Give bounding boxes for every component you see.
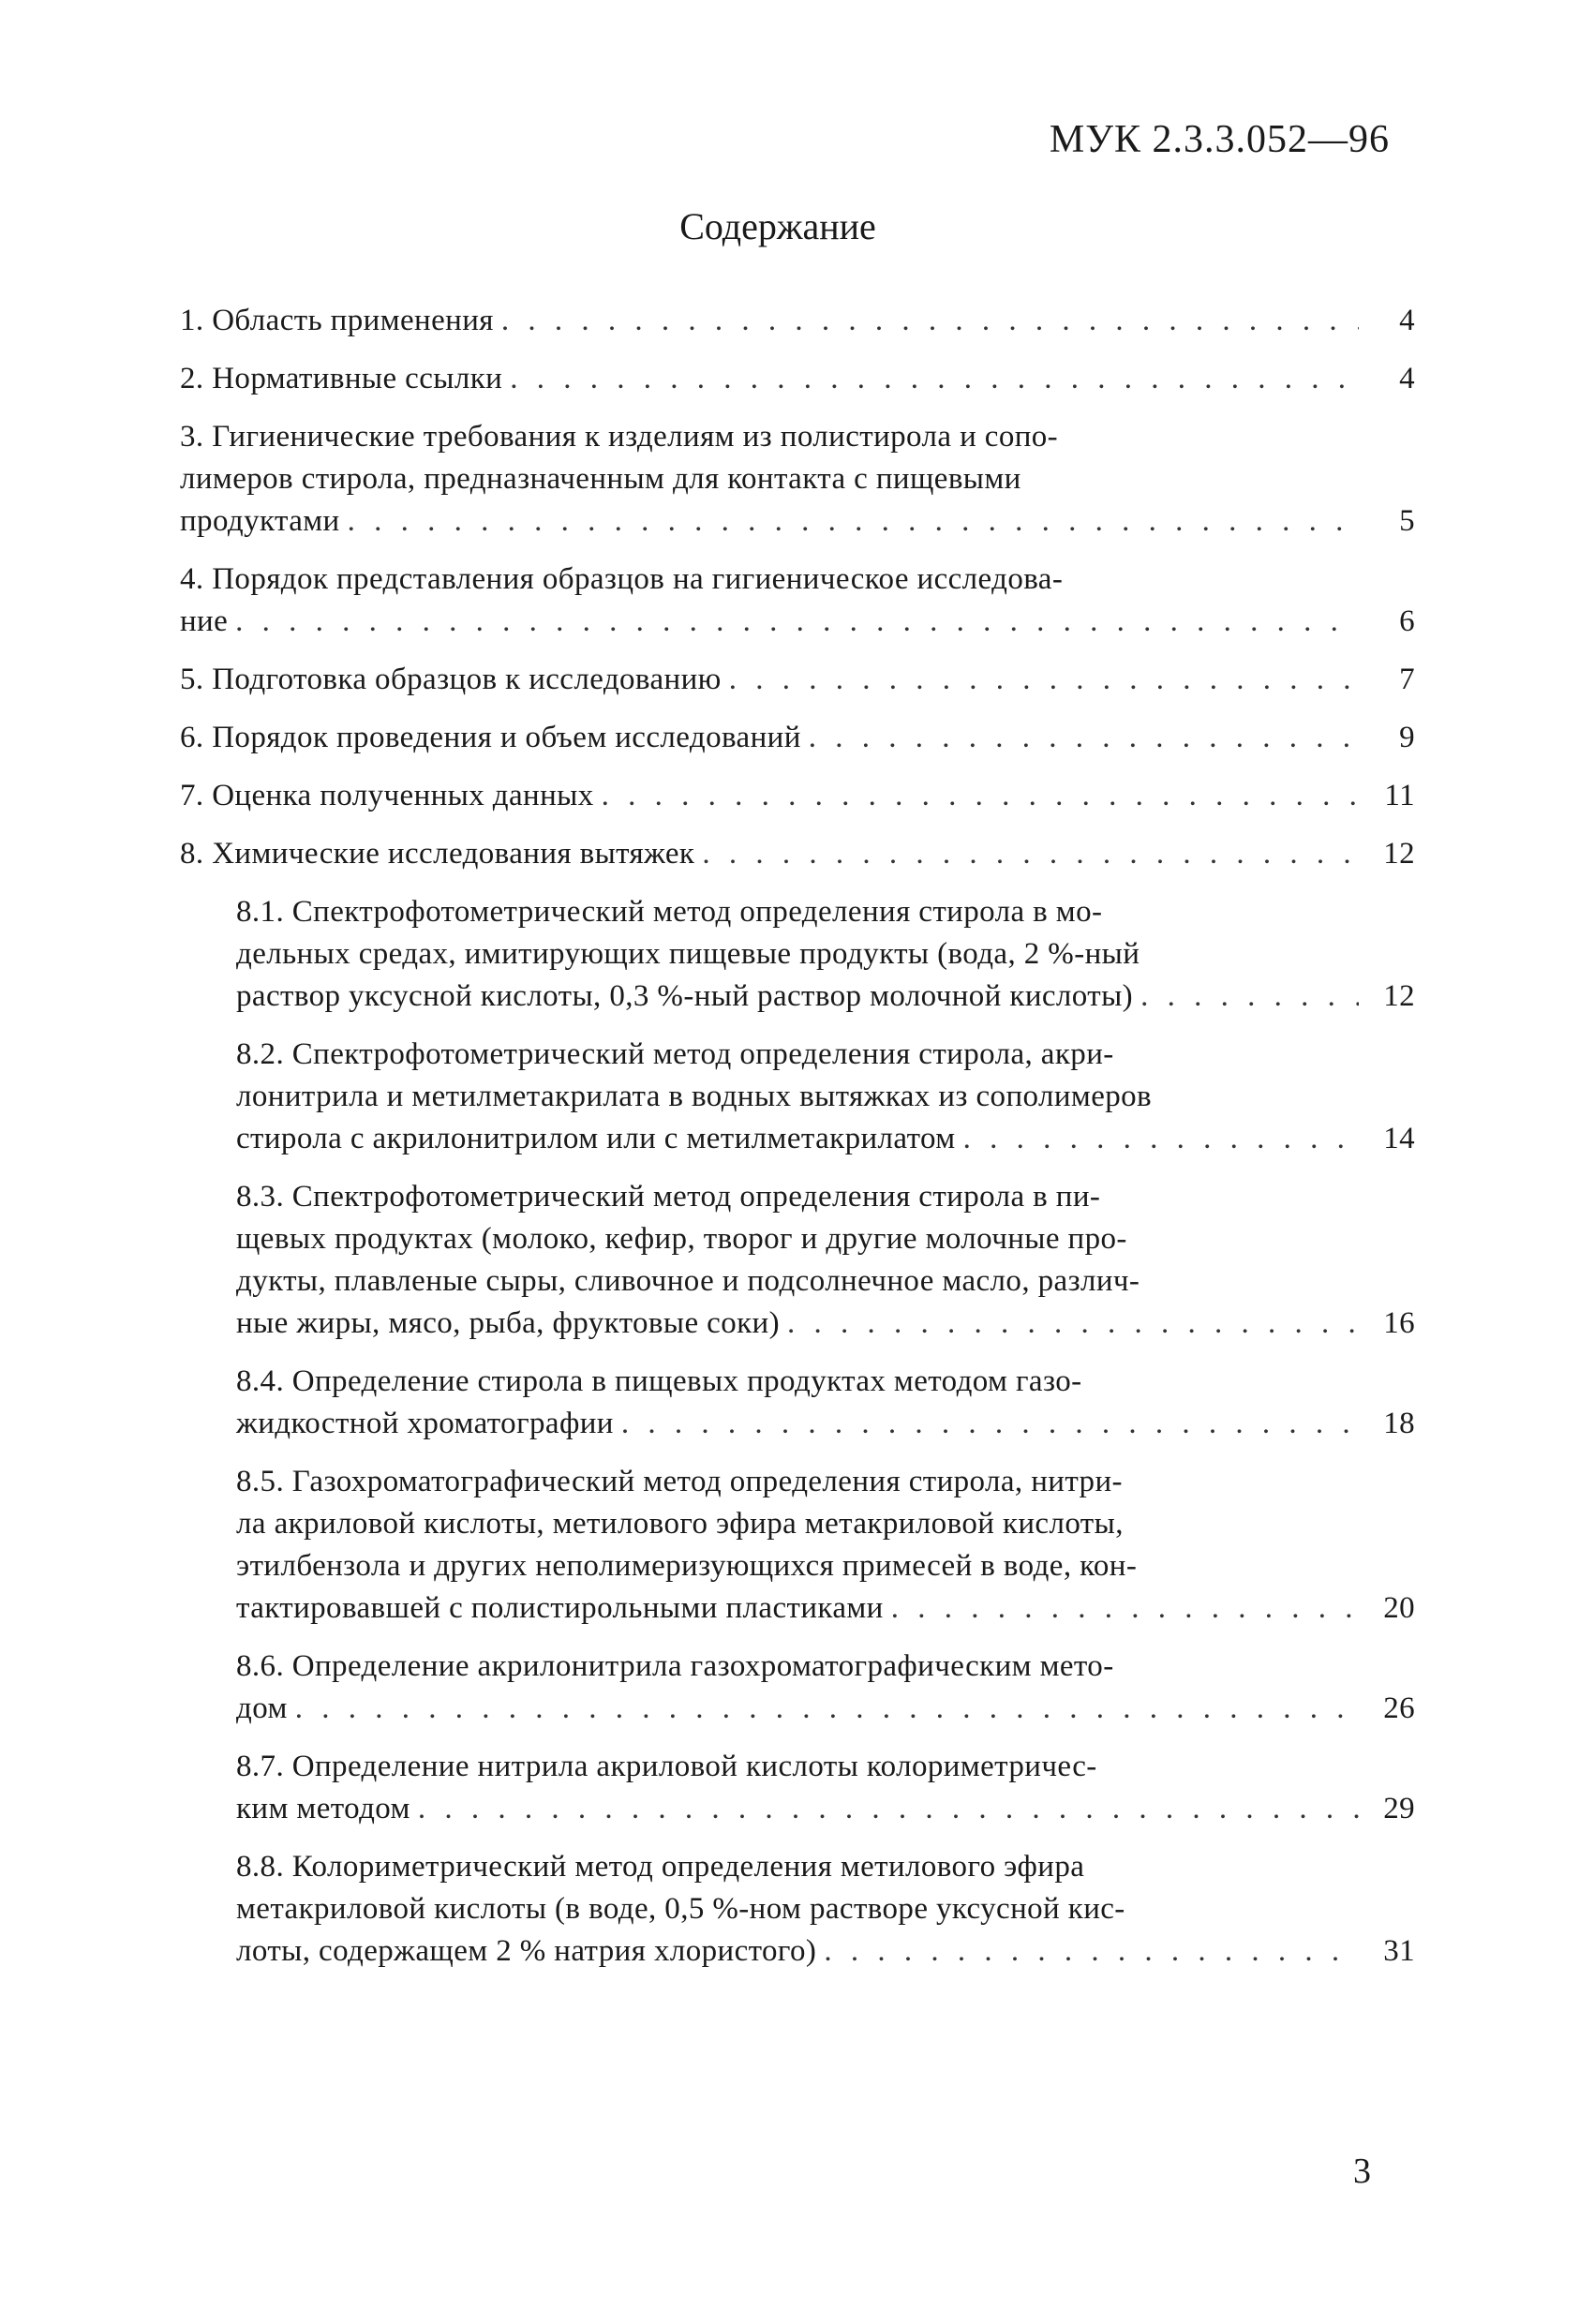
toc-entry	[180, 1746, 1415, 1830]
toc-entry-last-line	[236, 976, 1415, 1018]
toc-entry-text: стирола с акрилонитрилом или с метилметакрилатом	[236, 1122, 956, 1155]
toc-entry	[180, 717, 1415, 759]
toc-page-number: 26	[1383, 1691, 1415, 1725]
toc-entry	[180, 1034, 1415, 1160]
toc-page-number: 20	[1383, 1591, 1415, 1625]
dot-leader	[1133, 976, 1359, 1018]
toc-entry	[180, 1461, 1415, 1630]
toc-entry-last-line	[180, 833, 1415, 875]
toc-entry-line: 8.1. Спектрофотометрический метод определения стирола в мо-	[236, 895, 1103, 929]
toc-entry-last-line	[236, 1688, 1415, 1730]
toc-entry-text: 8. Химические исследования вытяжек	[180, 837, 695, 871]
dot-leader	[288, 1688, 1359, 1730]
toc-entry	[180, 559, 1415, 643]
toc-entry	[180, 1646, 1415, 1730]
dot-leader	[410, 1788, 1359, 1830]
toc-entry	[180, 1176, 1415, 1345]
toc-entry-text: тактировавшей с полистирольными пластиками	[236, 1591, 884, 1625]
toc-entry	[180, 833, 1415, 875]
toc-entry-line: 8.7. Определение нитрила акриловой кислоты колориметричес-	[236, 1750, 1097, 1783]
dot-leader	[494, 300, 1359, 342]
toc-page-number: 16	[1383, 1306, 1415, 1340]
toc-entry-last-line	[236, 1930, 1415, 1973]
dot-leader	[340, 500, 1359, 543]
toc-page-number: 31	[1383, 1934, 1415, 1968]
toc-page-number: 29	[1383, 1792, 1415, 1825]
toc-entry	[180, 775, 1415, 817]
toc-entry-text: продуктами	[180, 504, 340, 538]
toc-entry	[180, 659, 1415, 701]
toc-entry-line: этилбензола и других неполимеризующихся примесей в воде, кон-	[236, 1549, 1138, 1583]
toc-entry-line: щевых продуктах (молоко, кефир, творог и другие молочные про-	[236, 1222, 1127, 1256]
toc-entry-text: 2. Нормативные ссылки	[180, 362, 503, 395]
dot-leader	[228, 601, 1359, 643]
toc-entry	[180, 1846, 1415, 1973]
toc-page-number: 4	[1399, 304, 1415, 337]
toc-entry-line: метакриловой кислоты (в воде, 0,5 %-ном растворе уксусной кис-	[236, 1892, 1125, 1926]
toc-page-number: 6	[1399, 604, 1415, 638]
toc-entry-text: дом	[236, 1691, 288, 1725]
toc-entry-text: лоты, содержащем 2 % натрия хлористого)	[236, 1934, 817, 1968]
toc-entry-line: 8.8. Колориметрический метод определения метилового эфира	[236, 1850, 1085, 1884]
dot-leader	[956, 1118, 1359, 1160]
toc-page-number: 14	[1383, 1122, 1415, 1155]
toc-entry-text: ные жиры, мясо, рыба, фруктовые соки)	[236, 1306, 780, 1340]
toc-entry-line: 8.4. Определение стирола в пищевых продуктах методом газо-	[236, 1364, 1082, 1398]
dot-leader	[594, 775, 1359, 817]
toc-entry-line: лимеров стирола, предназначенным для контакта с пищевыми	[180, 462, 1021, 496]
toc-entry-last-line	[180, 500, 1415, 543]
toc-entry-line: 8.6. Определение акрилонитрила газохроматографическим мето-	[236, 1649, 1114, 1683]
toc-entry-text: 7. Оценка полученных данных	[180, 779, 594, 812]
toc-entry-text: ние	[180, 604, 229, 638]
toc-entry-last-line	[236, 1118, 1415, 1160]
toc-entry-line: 8.2. Спектрофотометрический метод определения стирола, акри-	[236, 1037, 1114, 1071]
toc-entry-line: 3. Гигиенические требования к изделиям из полистирола и сопо-	[180, 420, 1059, 454]
toc-entry-text: жидкостной хроматографии	[236, 1407, 614, 1440]
dot-leader	[722, 659, 1359, 701]
toc-entry-line: ла акриловой кислоты, метилового эфира метакриловой кислоты,	[236, 1507, 1124, 1541]
dot-leader	[801, 717, 1359, 759]
toc-page-number: 12	[1383, 837, 1415, 871]
toc-entry-text: ким методом	[236, 1792, 410, 1825]
toc-entry-last-line	[180, 659, 1415, 701]
toc-page-number: 11	[1384, 779, 1415, 812]
dot-leader	[884, 1587, 1359, 1630]
toc-entry	[180, 300, 1415, 342]
toc-page-number: 7	[1399, 663, 1415, 696]
toc-entry-last-line	[180, 358, 1415, 400]
toc-entry-last-line	[180, 775, 1415, 817]
toc-entry-text: раствор уксусной кислоты, 0,3 %-ный раствор молочной кислоты)	[236, 979, 1134, 1013]
dot-leader	[614, 1403, 1359, 1445]
dot-leader	[780, 1303, 1359, 1345]
toc-entry	[180, 891, 1415, 1018]
toc-entry	[180, 358, 1415, 400]
dot-leader	[816, 1930, 1359, 1973]
toc-entry-line: дельных средах, имитирующих пищевые продукты (вода, 2 %-ный	[236, 937, 1140, 971]
toc-entry-line: лонитрила и метилметакрилата в водных вытяжках из сополимеров	[236, 1080, 1153, 1113]
toc-entry-last-line	[236, 1403, 1415, 1445]
toc-page-number: 12	[1383, 979, 1415, 1013]
toc-page-number: 5	[1399, 504, 1415, 538]
toc-page-number: 4	[1399, 362, 1415, 395]
toc-entry-line: дукты, плавленые сыры, сливочное и подсолнечное масло, различ-	[236, 1264, 1140, 1298]
toc-entry-last-line	[180, 717, 1415, 759]
toc-entry-last-line	[236, 1788, 1415, 1830]
toc-entry	[180, 416, 1415, 543]
toc-entry-text: 1. Область применения	[180, 304, 494, 337]
page-title: Содержание	[679, 205, 876, 247]
dot-leader	[694, 833, 1359, 875]
dot-leader	[502, 358, 1359, 400]
toc-entry-last-line	[236, 1303, 1415, 1345]
toc-entry-last-line	[236, 1587, 1415, 1630]
toc-entry-line: 4. Порядок представления образцов на гигиеническое исследова-	[180, 562, 1064, 596]
toc-entry-last-line	[180, 601, 1415, 643]
toc-entry-text: 5. Подготовка образцов к исследованию	[180, 663, 722, 696]
toc-entry-line: 8.5. Газохроматографический метод определения стирола, нитри-	[236, 1465, 1123, 1498]
toc-entry-last-line	[180, 300, 1415, 342]
page-number: 3	[1353, 2152, 1371, 2191]
toc-page-number: 18	[1383, 1407, 1415, 1440]
table-of-contents	[180, 300, 1415, 1973]
toc-page-number: 9	[1399, 721, 1415, 754]
toc-entry	[180, 1361, 1415, 1445]
document-code: МУК 2.3.3.052—96	[1049, 118, 1390, 161]
toc-entry-line: 8.3. Спектрофотометрический метод определения стирола в пи-	[236, 1180, 1101, 1214]
toc-entry-text: 6. Порядок проведения и объем исследований	[180, 721, 801, 754]
